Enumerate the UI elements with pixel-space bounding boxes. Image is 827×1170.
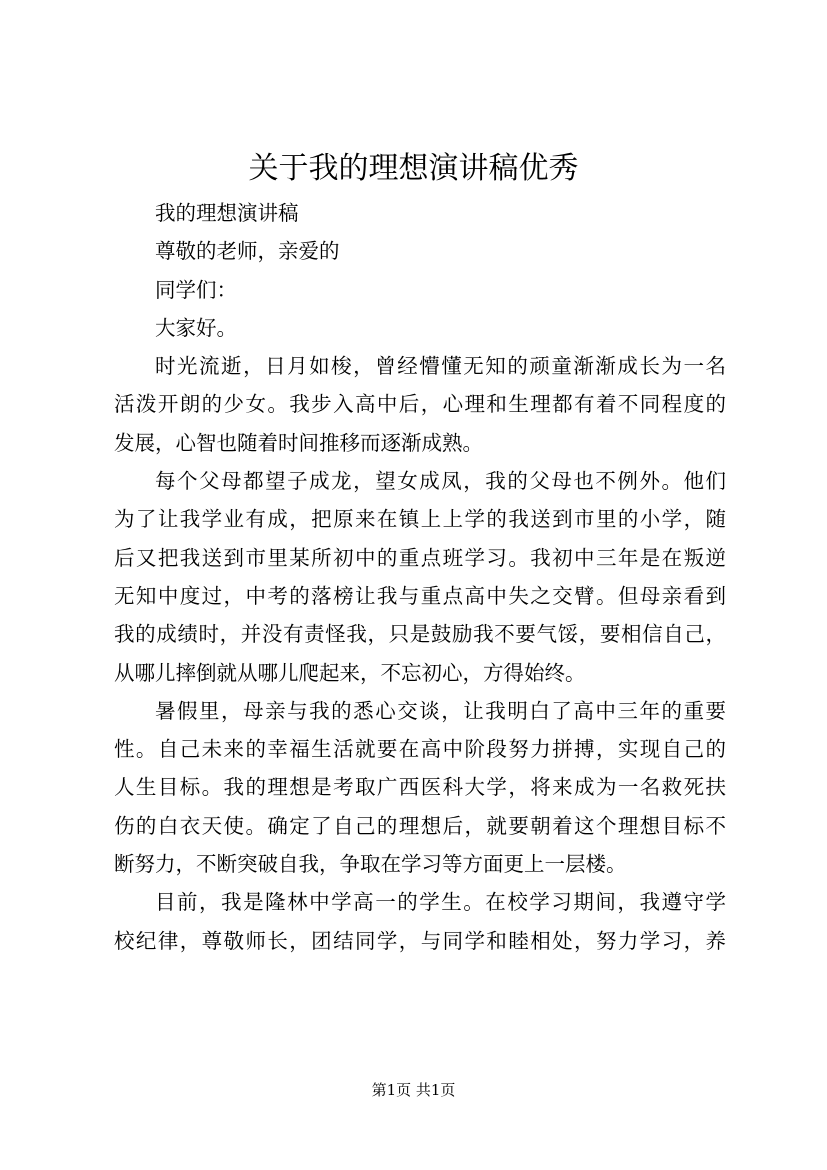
- text-line: 从哪儿摔倒就从哪儿爬起来，不忘初心，方得始终。: [114, 660, 586, 685]
- text-line: 尊敬的老师，亲爱的: [155, 239, 340, 264]
- text-line: 目前，我是隆林中学高一的学生。在校学习期间，我遵守学: [155, 890, 726, 915]
- text-line: 每个父母都望子成龙，望女成凤，我的父母也不例外。他们: [155, 469, 726, 494]
- page-footer: 第1页 共1页: [371, 1081, 456, 1099]
- text-line: 时光流逝，日月如梭，曾经懵懂无知的顽童渐渐成长为一名: [155, 354, 726, 379]
- text-line: 为了让我学业有成，把原来在镇上上学的我送到市里的小学，随: [114, 507, 726, 532]
- text-line: 暑假里，母亲与我的悉心交谈，让我明白了高中三年的重要: [155, 698, 726, 723]
- text-line: 大家好。: [155, 315, 237, 340]
- text-line: 我的理想演讲稿: [155, 201, 299, 225]
- text-line: 我的成绩时，并没有责怪我，只是鼓励我不要气馁，要相信自己，: [114, 622, 726, 647]
- text-line: 人生目标。我的理想是考取广西医科大学，将来成为一名救死扶: [114, 775, 726, 800]
- text-line: 后又把我送到市里某所初中的重点班学习。我初中三年是在叛逆: [114, 545, 726, 570]
- text-line: 同学们：: [155, 277, 237, 302]
- text-line: 活泼开朗的少女。我步入高中后，心理和生理都有着不同程度的: [114, 392, 726, 417]
- text-line: 发展，心智也随着时间推移而逐渐成熟。: [114, 430, 483, 455]
- text-line: 断努力，不断突破自我，争取在学习等方面更上一层楼。: [114, 852, 627, 877]
- text-line: 伤的白衣天使。确定了自己的理想后，就要朝着这个理想目标不: [114, 813, 726, 838]
- text-line: 无知中度过，中考的落榜让我与重点高中失之交臂。但母亲看到: [114, 583, 726, 608]
- text-line: 性。自己未来的幸福生活就要在高中阶段努力拼搏，实现自己的: [114, 737, 726, 762]
- text-line: 校纪律，尊敬师长，团结同学，与同学和睦相处，努力学习，养: [114, 928, 726, 953]
- document-title: 关于我的理想演讲稿优秀: [248, 151, 579, 186]
- document-body: [114, 194, 726, 960]
